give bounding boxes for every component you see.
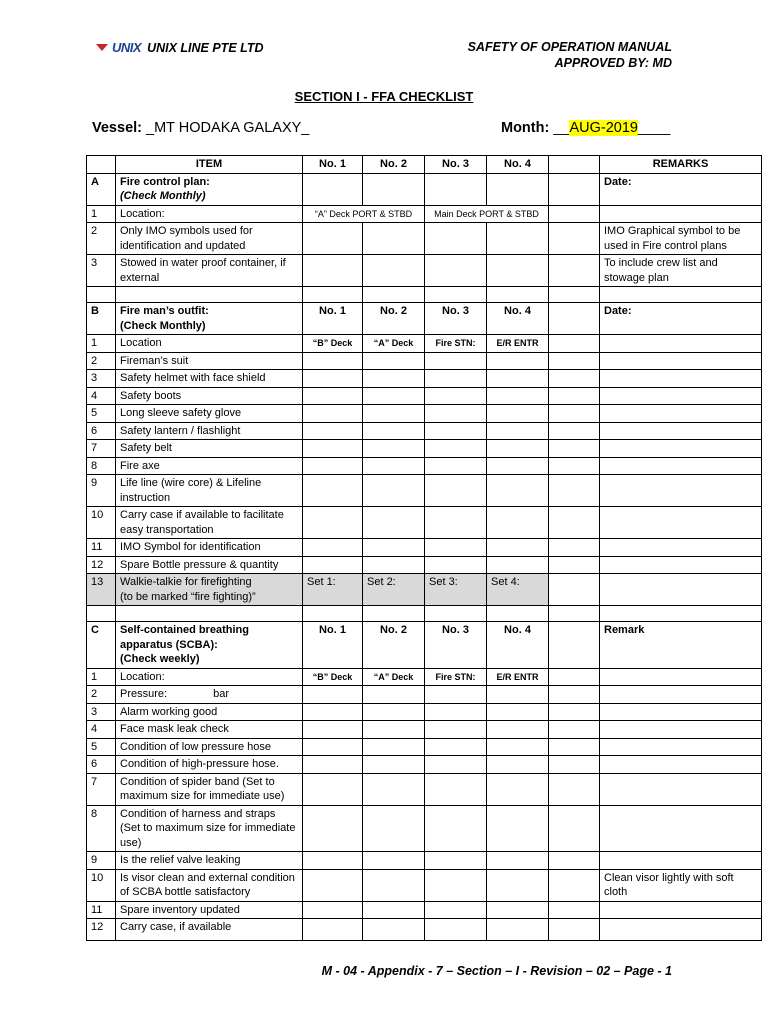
table-row: 5 Condition of low pressure hose — [87, 738, 762, 756]
vessel-field: Vessel: _MT HODAKA GALAXY_ — [92, 120, 310, 136]
table-row: 5 Long sleeve safety glove — [87, 405, 762, 423]
table-row: 9 Life line (wire core) & Lifeline instruction — [87, 475, 762, 507]
table-row: 10 Is visor clean and external condition of SCBA bottle satisfactory Clean visor lightly with soft cloth — [87, 869, 762, 901]
table-row: 8 Condition of harness and straps (Set to maximum size for immediate use) — [87, 805, 762, 852]
table-row-highlighted: 13 Walkie-talkie for firefighting (to be marked “fire fighting)” Set 1: Set 2: Set 3: Set 4: — [87, 574, 762, 606]
month-field: Month: __AUG-2019____ — [501, 120, 671, 136]
col-no4: No. 4 — [487, 156, 549, 174]
table-row: 3 Alarm working good — [87, 703, 762, 721]
page-title: SECTION I - FFA CHECKLIST — [294, 89, 474, 104]
table-row: 7 Safety belt — [87, 440, 762, 458]
table-row: 9 Is the relief valve leaking — [87, 852, 762, 870]
table-row: 6 Safety lantern / flashlight — [87, 422, 762, 440]
section-b-header: B Fire man’s outfit: (Check Monthly) No. 1 No. 2 No. 3 No. 4 Date: — [87, 303, 762, 335]
table-row: 1 Location: “A” Deck PORT & STBD Main Deck PORT & STBD — [87, 205, 762, 223]
table-row: 11 IMO Symbol for identification — [87, 539, 762, 557]
company-logo — [96, 40, 264, 55]
approved-by: APPROVED BY: MD — [554, 56, 672, 70]
col-no3: No. 3 — [425, 156, 487, 174]
section-c-header: C Self-contained breathing apparatus (SCBA): (Check weekly) No. 1 No. 2 No. 3 No. 4 Remark — [87, 622, 762, 669]
table-row: 12 Carry case, if available — [87, 919, 762, 941]
header-row — [87, 156, 762, 174]
table-row: 3 Stowed in water proof container, if external To include crew list and stowage plan — [87, 255, 762, 287]
logo-swoosh-icon — [96, 44, 108, 51]
table-row: 4 Face mask leak check — [87, 721, 762, 739]
col-no2: No. 2 — [363, 156, 425, 174]
logo-text: UNIX — [112, 40, 142, 55]
table-row: 12 Spare Bottle pressure & quantity — [87, 556, 762, 574]
spacer-row — [87, 606, 762, 622]
col-no1: No. 1 — [303, 156, 363, 174]
table-row: 11 Spare inventory updated — [87, 901, 762, 919]
table-row: 2 Fireman’s suit — [87, 352, 762, 370]
vessel-value: _MT HODAKA GALAXY_ — [146, 120, 310, 136]
table-row: 2 Pressure: bar — [87, 686, 762, 704]
table-row: 10 Carry case if available to facilitate easy transportation — [87, 507, 762, 539]
month-value: AUG-2019 — [569, 120, 638, 136]
table-row: 1 Location: “B” Deck “A” Deck Fire STN: E/R ENTR — [87, 668, 762, 686]
table-row: 1 Location “B” Deck “A” Deck Fire STN: E/R ENTR — [87, 335, 762, 353]
spacer-row — [87, 287, 762, 303]
col-item: ITEM — [116, 156, 303, 174]
page-footer: M - 04 - Appendix - 7 – Section – I - Revision – 02 – Page - 1 — [321, 964, 672, 978]
col-remarks: REMARKS — [600, 156, 762, 174]
table-row: 2 Only IMO symbols used for identification and updated IMO Graphical symbol to be used in Fire control plans — [87, 223, 762, 255]
ffa-checklist-table — [86, 155, 762, 941]
company-name: UNIX LINE PTE LTD — [147, 40, 264, 55]
table-row: 6 Condition of high-pressure hose. — [87, 756, 762, 774]
table-row: 7 Condition of spider band (Set to maximum size for immediate use) — [87, 773, 762, 805]
table-row: 8 Fire axe — [87, 457, 762, 475]
manual-title: SAFETY OF OPERATION MANUAL — [467, 40, 672, 54]
section-a-header: A Fire control plan: (Check Monthly) Date: — [87, 173, 762, 205]
table-row: 3 Safety helmet with face shield — [87, 370, 762, 388]
table-row: 4 Safety boots — [87, 387, 762, 405]
